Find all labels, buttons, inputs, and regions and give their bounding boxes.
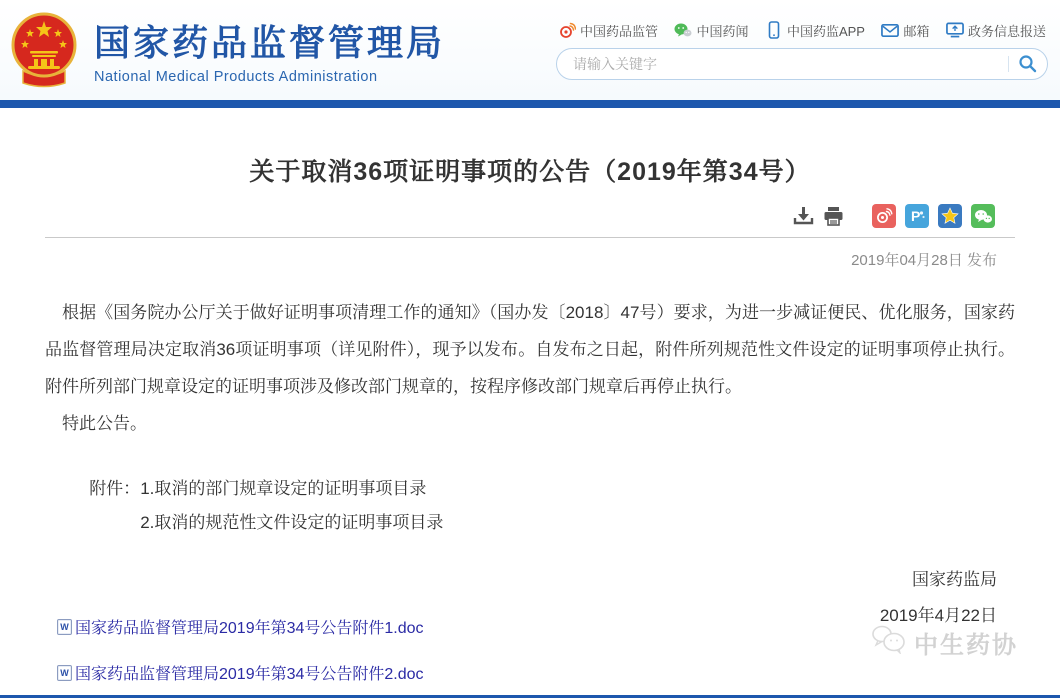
article-body (45, 294, 1015, 442)
quick-link-label: 邮箱 (903, 23, 930, 39)
quick-link-wechat[interactable] (674, 21, 748, 40)
phone-icon (765, 21, 783, 39)
site-logo[interactable] (8, 11, 445, 89)
quick-link-label: 中国药品监管 (580, 23, 659, 39)
attachment-link-1[interactable] (57, 615, 424, 638)
header-right (556, 21, 1048, 80)
org-name-cn: 国家药品监督管理局 (94, 22, 446, 63)
body-paragraph: 根据《国务院办公厅关于做好证明事项清理工作的通知》（国办发〔2018〕47号）要求，为进一步减证便民、优化服务，国家药品监督管理局决定取消36项证明事项（详见附件），现予以发布。自发布之日起，附件所列规范性文件设定的证明事项停止执行。附件所列部门规章设定的证明事项涉及修改部门规章的，按程序修改部门规章后再停止执行。 (45, 303, 1015, 396)
doc-file-icon: W (57, 665, 72, 681)
attachment-links (57, 615, 424, 698)
title-divider (45, 237, 1015, 238)
download-icon (793, 206, 814, 226)
share-pengyou-icon[interactable] (905, 204, 929, 228)
search-button[interactable] (1018, 54, 1037, 73)
header-divider-bar (0, 100, 1060, 108)
quick-link-mail[interactable] (881, 21, 929, 40)
download-button[interactable] (793, 206, 814, 226)
search-input[interactable] (573, 56, 1008, 72)
attachment-filename: 国家药品监督管理局2019年第34号公告附件2.doc (75, 666, 424, 683)
attachment-note-item: 2.取消的规范性文件设定的证明事项目录 (140, 513, 444, 532)
attachment-link-2[interactable] (57, 661, 424, 684)
search-box (556, 48, 1048, 80)
quick-link-weibo[interactable] (558, 21, 658, 40)
mail-icon (881, 21, 899, 39)
attachment-note-label: 附件： (89, 479, 141, 498)
search-icon (1018, 54, 1037, 73)
quick-link-report[interactable] (946, 21, 1046, 40)
signature-date: 2019年4月22日 (879, 606, 997, 625)
quick-link-label: 中国药监APP (786, 23, 865, 39)
quick-link-label: 中国药闻 (696, 23, 749, 39)
search-divider (1008, 56, 1009, 72)
article-toolbar (45, 204, 1015, 228)
body-paragraph: 特此公告。 (62, 414, 147, 433)
watermark-label: 中生药协 (914, 632, 1018, 659)
quick-link-label: 政务信息报送 (967, 23, 1046, 39)
share-weibo-icon[interactable] (872, 204, 896, 228)
attachment-note (89, 472, 1015, 540)
page-title: 关于取消36项证明事项的公告（2019年第34号） (249, 158, 811, 186)
attachment-filename: 国家药品监督管理局2019年第34号公告附件1.doc (75, 620, 424, 637)
wechat-icon (674, 21, 692, 39)
print-button[interactable] (823, 206, 844, 226)
signature-org: 国家药监局 (912, 570, 997, 589)
publish-date: 2019年04月28日 发布 (851, 252, 997, 269)
attachment-note-item: 1.取消的部门规章设定的证明事项目录 (140, 479, 427, 498)
doc-file-icon: W (57, 619, 72, 635)
site-header (0, 0, 1060, 100)
quick-links (556, 21, 1048, 40)
article (0, 152, 1060, 634)
share-wechat-icon[interactable] (971, 204, 995, 228)
quick-link-app[interactable] (765, 21, 865, 40)
weibo-icon (558, 21, 576, 39)
org-name-en: National Medical Products Administration (94, 69, 378, 85)
print-icon (823, 206, 844, 226)
svg-text:P: P (911, 208, 921, 224)
monitor-icon (946, 21, 964, 39)
share-qzone-icon[interactable] (938, 204, 962, 228)
national-emblem-icon (8, 11, 80, 89)
